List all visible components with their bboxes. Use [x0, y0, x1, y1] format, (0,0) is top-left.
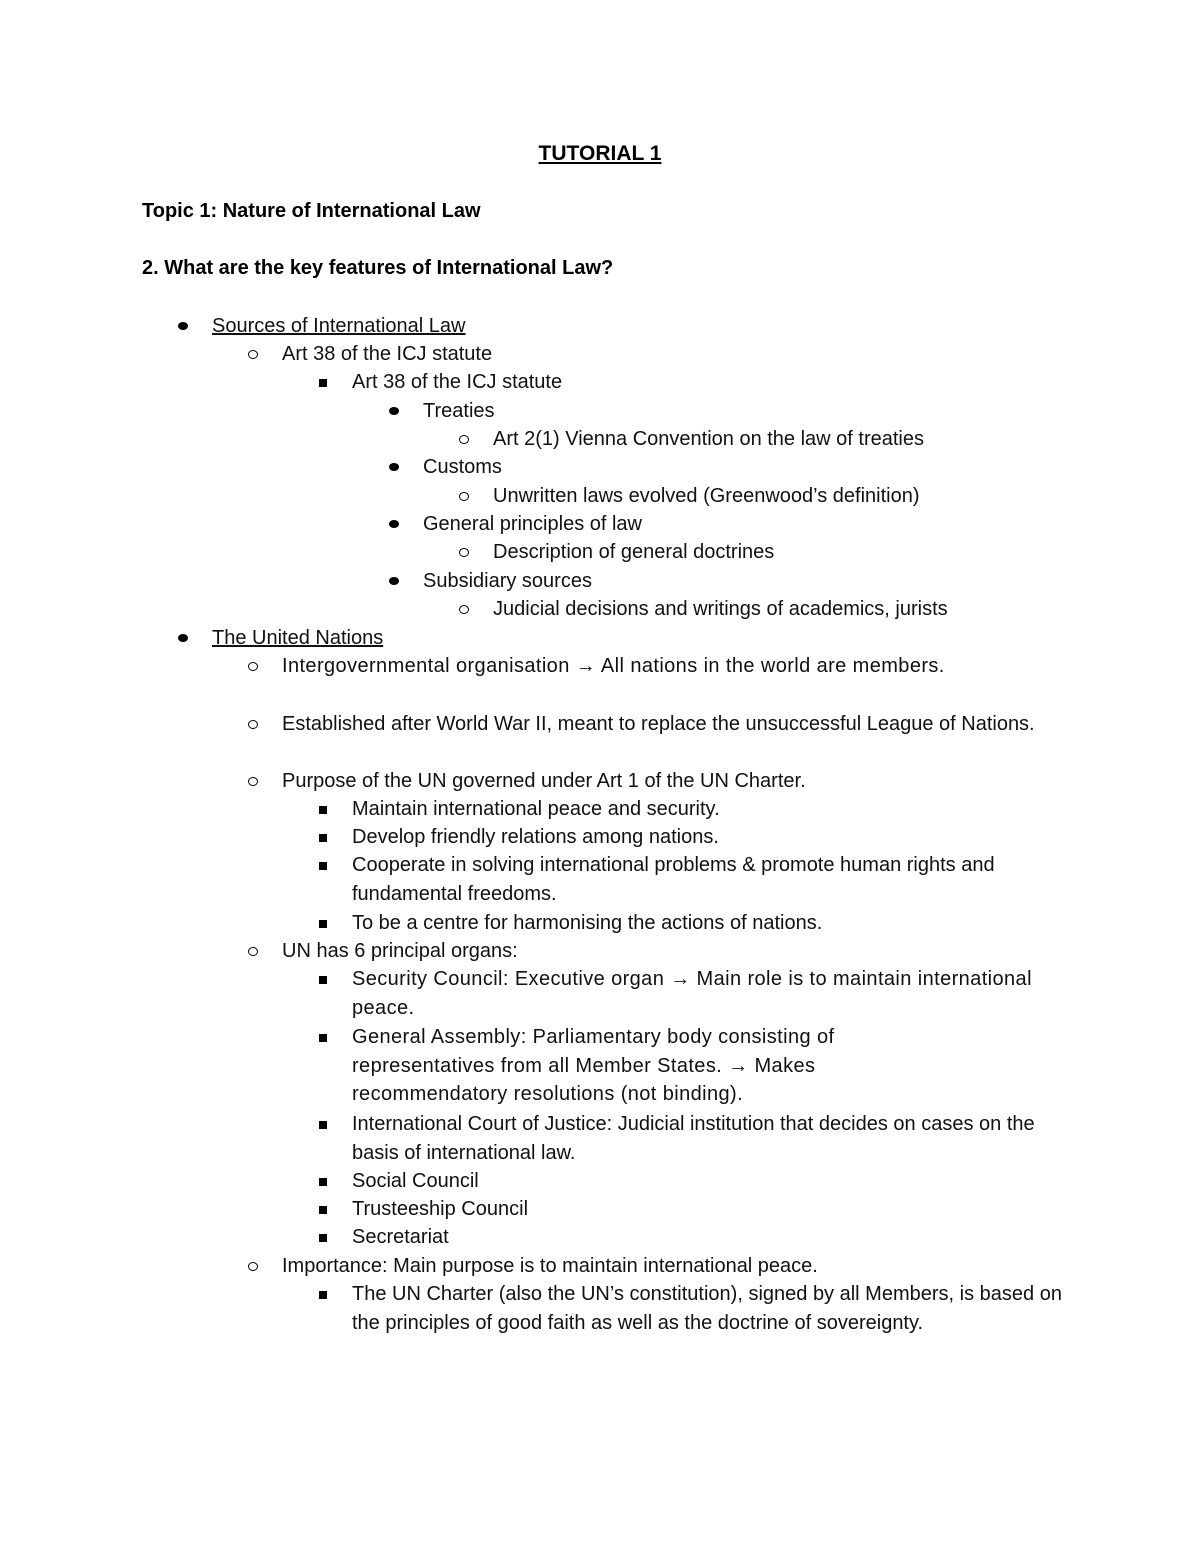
list-item [352, 1023, 942, 1109]
list-item-text: The UN Charter (also the UN’s constitution), signed by all Members, is based on the principles of good faith as well as the doctrine of sovereignty. [352, 1283, 1062, 1334]
list-item [352, 368, 1072, 397]
list-item [212, 624, 1072, 653]
list-item [493, 482, 1073, 511]
hollow-bullet-icon [248, 720, 258, 729]
list-item [493, 595, 1073, 624]
list-item [282, 1252, 1072, 1281]
list-item-text: Maintain international peace and security. [352, 798, 720, 820]
square-bullet-icon [319, 1034, 327, 1042]
hollow-bullet-icon [248, 662, 258, 671]
hollow-bullet-icon [459, 548, 469, 557]
list-item [352, 1110, 1072, 1167]
list-item [352, 965, 1072, 1022]
list-item-text: Trusteeship Council [352, 1198, 529, 1220]
list-item-text: Security Council: Executive organ → Main role is to maintain international peace. [352, 968, 1032, 1019]
list-item-text: Purpose of the UN governed under Art 1 of the UN Charter. [282, 770, 806, 792]
square-bullet-icon [319, 920, 327, 928]
list-item [423, 397, 1073, 426]
list-item [352, 795, 1072, 824]
list-item-text: To be a centre for harmonising the actions of nations. [352, 912, 823, 934]
list-item [282, 652, 1072, 681]
hollow-bullet-icon [248, 1262, 258, 1271]
hollow-bullet-icon [459, 605, 469, 614]
list-item [493, 425, 1073, 454]
list-item [423, 453, 1073, 482]
list-item [423, 567, 1073, 596]
list-item [352, 1195, 1072, 1224]
square-bullet-icon [319, 1234, 327, 1242]
list-item [352, 823, 1072, 852]
list-item-text: Art 38 of the ICJ statute [352, 371, 563, 393]
list-item-text: Develop friendly relations among nations. [352, 826, 719, 848]
list-item-text: General Assembly: Parliamentary body consisting of representatives from all Member States. → Makes recommendatory resolutions (not binding). [352, 1026, 835, 1105]
filled-bullet-icon [178, 322, 188, 330]
list-item-text: Customs [423, 456, 502, 478]
square-bullet-icon [319, 862, 327, 870]
list-item-text: Cooperate in solving international problems & promote human rights and fundamental freedoms. [352, 854, 995, 905]
list-item-text: Established after World War II, meant to replace the unsuccessful League of Nations. [282, 713, 1035, 735]
list-item-text: Importance: Main purpose is to maintain international peace. [282, 1255, 818, 1277]
topic-heading: Topic 1: Nature of International Law [142, 200, 481, 222]
list-item-text: Art 38 of the ICJ statute [282, 343, 493, 365]
list-item [282, 710, 1072, 739]
hollow-bullet-icon [248, 777, 258, 786]
list-item-text: International Court of Justice: Judicial institution that decides on cases on the basis of international law. [352, 1113, 1035, 1164]
list-item [493, 538, 1073, 567]
square-bullet-icon [319, 834, 327, 842]
list-item-text: Judicial decisions and writings of academics, jurists [493, 598, 948, 620]
square-bullet-icon [319, 1121, 327, 1129]
list-item-text: Sources of International Law [212, 315, 466, 337]
list-item [352, 851, 1072, 908]
list-item [352, 909, 1072, 938]
list-item [282, 340, 1072, 369]
square-bullet-icon [319, 1178, 327, 1186]
square-bullet-icon [319, 1206, 327, 1214]
square-bullet-icon [319, 806, 327, 814]
list-item-text: UN has 6 principal organs: [282, 940, 518, 962]
list-item-text: Unwritten laws evolved (Greenwood’s definition) [493, 485, 920, 507]
list-item [282, 767, 1072, 796]
document-title: TUTORIAL 1 [538, 142, 662, 165]
list-item-text: Subsidiary sources [423, 570, 592, 592]
hollow-bullet-icon [459, 492, 469, 501]
list-item-text: Treaties [423, 400, 495, 422]
list-item [282, 937, 1072, 966]
filled-bullet-icon [178, 634, 188, 642]
list-item-text: Description of general doctrines [493, 541, 775, 563]
square-bullet-icon [319, 1291, 327, 1299]
list-item [352, 1167, 1072, 1196]
list-item [212, 312, 1072, 341]
square-bullet-icon [319, 379, 327, 387]
list-item-text: Social Council [352, 1170, 479, 1192]
square-bullet-icon [319, 976, 327, 984]
filled-bullet-icon [389, 577, 399, 585]
list-item [352, 1280, 1072, 1337]
hollow-bullet-icon [248, 947, 258, 956]
list-item [352, 1223, 1072, 1252]
list-item-text: General principles of law [423, 513, 642, 535]
list-item-text: Art 2(1) Vienna Convention on the law of treaties [493, 428, 924, 450]
question-heading: 2. What are the key features of International Law? [142, 257, 614, 279]
hollow-bullet-icon [248, 350, 258, 359]
list-item-text: The United Nations [212, 627, 384, 649]
filled-bullet-icon [389, 407, 399, 415]
filled-bullet-icon [389, 520, 399, 528]
list-item-text: Intergovernmental organisation → All nations in the world are members. [282, 655, 945, 677]
list-item [423, 510, 1073, 539]
hollow-bullet-icon [459, 435, 469, 444]
filled-bullet-icon [389, 463, 399, 471]
list-item-text: Secretariat [352, 1226, 449, 1248]
